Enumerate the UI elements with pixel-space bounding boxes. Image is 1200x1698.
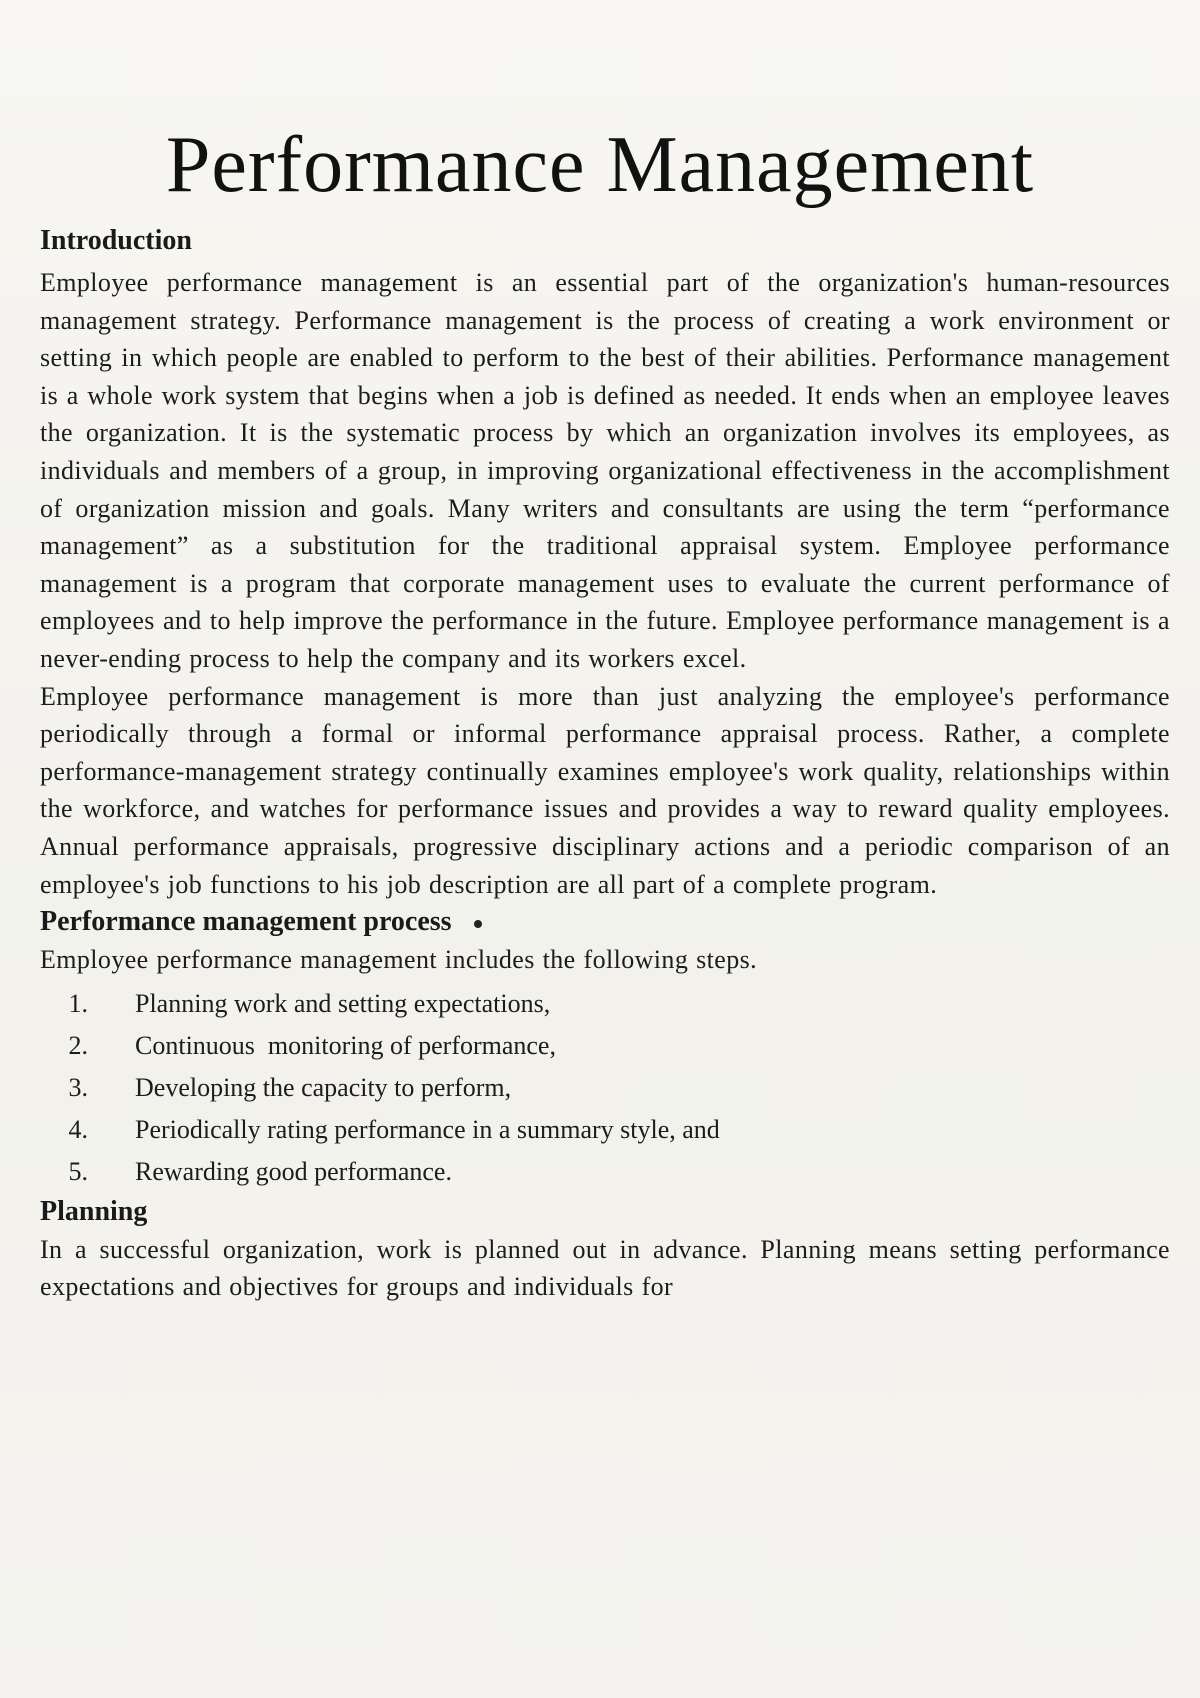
list-item xyxy=(40,1151,1170,1193)
step-text: Periodically rating performance in a summary style, and xyxy=(135,1114,720,1144)
process-intro: Employee performance management includes the following steps. xyxy=(40,945,758,975)
step-text: Developing the capacity to perform, xyxy=(135,1072,512,1102)
introduction-heading: Introduction xyxy=(40,225,192,256)
introduction-paragraph-1: Employee performance management is an essential part of the organization's human-resources management strategy. Performance management is the process of creating a work environment or setting in which people are enabled to perform to the best of their abilities. Performance management is a whole work system that begins when a job is defined as needed. It ends when an employee leaves the organization. It is the systematic process by which an organization involves its employees, as individuals and members of a group, in improving organizational effectiveness in the accomplishment of organization mission and goals. Many writers and consultants are using the term “performance management” as a substitution for the traditional appraisal system. Employee performance management is a program that corporate management uses to evaluate the current performance of employees and to help improve the performance in the future. Employee performance management is a never-ending process to help the company and its workers excel. xyxy=(40,268,1170,673)
step-number: 3. xyxy=(68,1072,88,1102)
page-title: Performance Management xyxy=(165,121,1035,209)
step-number: 1. xyxy=(68,988,88,1018)
list-item xyxy=(40,1109,1170,1151)
step-number: 2. xyxy=(68,1030,88,1060)
step-text: Continuous monitoring of performance, xyxy=(135,1030,556,1060)
document-body xyxy=(40,222,1170,1306)
step-number: 4. xyxy=(68,1114,88,1144)
step-text: Rewarding good performance. xyxy=(135,1156,452,1186)
process-heading xyxy=(40,903,1170,941)
planning-heading: Planning xyxy=(40,1195,148,1227)
step-text: Planning work and setting expectations, xyxy=(135,988,551,1018)
process-steps-list xyxy=(40,983,1170,1193)
list-item xyxy=(40,1067,1170,1109)
list-item xyxy=(40,983,1170,1025)
list-item xyxy=(40,1025,1170,1067)
introduction-paragraph-2: Employee performance management is more than just analyzing the employee's performance periodically through a formal or informal performance appraisal process. Rather, a complete performance-management strategy continually examines employee's work quality, relationships within the workforce, and watches for performance issues and provides a way to reward quality employees. Annual performance appraisals, progressive disciplinary actions and a periodic comparison of an employee's job functions to his job description are all part of a complete program. xyxy=(40,681,1170,899)
process-heading-text: Performance management process xyxy=(40,906,452,938)
bullet-mark-icon xyxy=(474,920,482,928)
step-number: 5. xyxy=(68,1156,88,1186)
planning-paragraph: In a successful organization, work is planned out in advance. Planning means setting performance expectations and objectives for groups and individuals for xyxy=(40,1234,1170,1302)
